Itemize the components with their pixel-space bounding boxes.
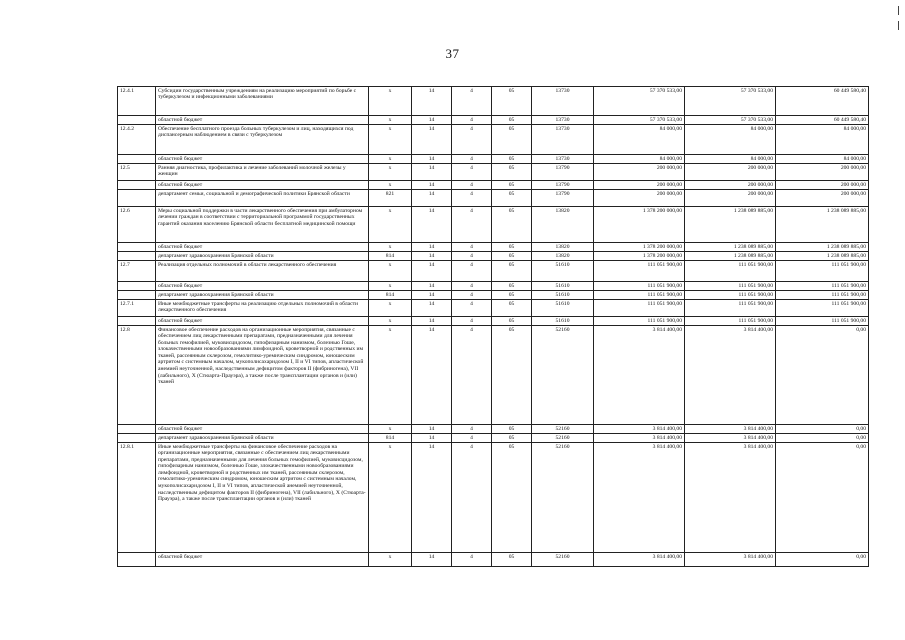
row-name: областной бюджет (156, 116, 369, 125)
row-direction: 51610 (532, 291, 594, 300)
row-amount-1: 111 051 900,00 (594, 300, 685, 317)
row-code (118, 243, 156, 252)
row-item: 05 (492, 291, 532, 300)
table-row (118, 164, 869, 181)
row-amount-1: 3 814 400,00 (594, 326, 685, 425)
row-direction: 13790 (532, 190, 594, 207)
row-admin-code: х (369, 261, 412, 282)
row-direction: 51610 (532, 317, 594, 326)
table-row (118, 443, 869, 553)
table-row (118, 125, 869, 155)
row-amount-3: 111 051 900,00 (776, 261, 869, 282)
row-item: 05 (492, 252, 532, 261)
table-row (118, 243, 869, 252)
row-subprogram: 4 (452, 87, 492, 116)
table-row (118, 190, 869, 207)
table-row (118, 261, 869, 282)
row-subprogram: 4 (452, 425, 492, 434)
row-amount-2: 111 051 900,00 (685, 282, 776, 291)
row-subprogram: 4 (452, 434, 492, 443)
row-amount-2: 3 814 400,00 (685, 425, 776, 434)
row-code (118, 116, 156, 125)
table-row (118, 425, 869, 434)
row-item: 05 (492, 164, 532, 181)
row-admin-code: х (369, 425, 412, 434)
row-amount-3: 0,00 (776, 553, 869, 567)
row-item: 05 (492, 87, 532, 116)
row-item: 05 (492, 181, 532, 190)
row-admin-code: х (369, 116, 412, 125)
row-name: Иные межбюджетные трансферты на реализацию отдельных полномочий в области лекарственного обеспечения (156, 300, 369, 317)
table-row (118, 207, 869, 243)
row-admin-code: х (369, 243, 412, 252)
row-subprogram: 4 (452, 181, 492, 190)
row-amount-2: 3 814 400,00 (685, 326, 776, 425)
row-amount-1: 111 051 900,00 (594, 261, 685, 282)
row-code (118, 252, 156, 261)
row-amount-2: 111 051 900,00 (685, 300, 776, 317)
row-section: 14 (412, 425, 452, 434)
row-item: 05 (492, 207, 532, 243)
row-amount-1: 200 000,00 (594, 164, 685, 181)
row-name: Реализация отдельных полномочий в области лекарственного обеспечения (156, 261, 369, 282)
row-amount-3: 60 449 580,40 (776, 116, 869, 125)
row-section: 14 (412, 443, 452, 553)
row-section: 14 (412, 207, 452, 243)
row-direction: 13820 (532, 252, 594, 261)
row-code: 12.6 (118, 207, 156, 243)
table-row (118, 300, 869, 317)
row-direction: 13730 (532, 155, 594, 164)
row-code: 12.4.1 (118, 87, 156, 116)
row-admin-code: х (369, 553, 412, 567)
row-admin-code: 814 (369, 252, 412, 261)
row-direction: 13820 (532, 243, 594, 252)
row-amount-3: 200 000,00 (776, 181, 869, 190)
row-amount-1: 200 000,00 (594, 190, 685, 207)
row-item: 05 (492, 155, 532, 164)
row-amount-2: 84 000,00 (685, 125, 776, 155)
row-amount-2: 111 051 900,00 (685, 317, 776, 326)
row-subprogram: 4 (452, 116, 492, 125)
row-amount-2: 111 051 900,00 (685, 291, 776, 300)
row-section: 14 (412, 317, 452, 326)
row-subprogram: 4 (452, 155, 492, 164)
row-subprogram: 4 (452, 282, 492, 291)
row-amount-2: 200 000,00 (685, 190, 776, 207)
row-subprogram: 4 (452, 443, 492, 553)
row-amount-2: 3 814 400,00 (685, 553, 776, 567)
row-admin-code: х (369, 125, 412, 155)
row-amount-3: 111 051 900,00 (776, 291, 869, 300)
row-subprogram: 4 (452, 261, 492, 282)
row-section: 14 (412, 300, 452, 317)
row-amount-1: 3 814 400,00 (594, 553, 685, 567)
row-section: 14 (412, 125, 452, 155)
row-amount-3: 1 238 089 885,00 (776, 207, 869, 243)
row-code: 12.4.2 (118, 125, 156, 155)
row-item: 05 (492, 326, 532, 425)
row-name: департамент семьи, социальной и демографической политики Брянской области (156, 190, 369, 207)
row-item: 05 (492, 553, 532, 567)
row-subprogram: 4 (452, 252, 492, 261)
row-code (118, 553, 156, 567)
row-section: 14 (412, 181, 452, 190)
row-subprogram: 4 (452, 300, 492, 317)
row-item: 05 (492, 300, 532, 317)
row-direction: 52160 (532, 553, 594, 567)
budget-table (117, 86, 869, 567)
row-amount-2: 3 814 400,00 (685, 434, 776, 443)
row-code: 12.7 (118, 261, 156, 282)
row-amount-2: 57 370 533,00 (685, 87, 776, 116)
row-admin-code: х (369, 300, 412, 317)
row-subprogram: 4 (452, 326, 492, 425)
row-subprogram: 4 (452, 207, 492, 243)
row-amount-3: 0,00 (776, 326, 869, 425)
table-row (118, 326, 869, 425)
row-amount-3: 200 000,00 (776, 164, 869, 181)
row-section: 14 (412, 116, 452, 125)
row-amount-1: 1 378 200 000,00 (594, 252, 685, 261)
row-direction: 13730 (532, 125, 594, 155)
row-amount-1: 111 051 900,00 (594, 317, 685, 326)
table-row (118, 291, 869, 300)
row-name: Иные межбюджетные трансферты на финансовое обеспечение расходов на организационные мероприятия, связанные с обеспечением лиц лекарственными препаратами, предназначенными для лечения больных гемофилией, муковисцидозом, гипофизарным нанизмом, болезнью Гоше, злокачественными новообразованиями лимфоидной, кроветворной и родственных им тканей, рассеянным склерозом, гемолитико-уремическим синдромом, юношеским артритом с системным началом, мукополисахаридозом I, II и VI типов, апластической анемией неуточненной, наследственным дефицитом факторов II (фибриногена), VII (лабильного), X (Стюарта-Прауэра), а также после трансплантации органов и (или) тканей (156, 443, 369, 553)
row-section: 14 (412, 291, 452, 300)
table-row (118, 282, 869, 291)
row-amount-3: 1 238 089 885,00 (776, 243, 869, 252)
row-name: Финансовое обеспечение расходов на организационные мероприятия, связанные с обеспечением лиц лекарственными препаратами, предназначенными для лечения больных гемофилией, муковисцидозом, гипофизарным нанизмом, болезнью Гоше, злокачественными новообразованиями лимфоидной, кроветворной и родственных им тканей, рассеянным склерозом, гемолитико-уремическим синдромом, юношеским артритом с системным началом, мукополисахаридозом I, II и VI типов, апластической анемией неуточненной, наследственным дефицитом факторов II (фибриногена), VII (лабильного), X (Стюарта-Прауэра), а также после трансплантации органов и (или) тканей (156, 326, 369, 425)
row-amount-1: 84 000,00 (594, 155, 685, 164)
row-item: 05 (492, 125, 532, 155)
row-direction: 13790 (532, 164, 594, 181)
row-admin-code: х (369, 164, 412, 181)
row-amount-3: 60 449 580,40 (776, 87, 869, 116)
row-amount-3: 200 000,00 (776, 190, 869, 207)
row-section: 14 (412, 252, 452, 261)
row-amount-1: 1 378 200 000,00 (594, 243, 685, 252)
row-name: областной бюджет (156, 282, 369, 291)
row-admin-code: х (369, 155, 412, 164)
row-code (118, 190, 156, 207)
row-direction: 52160 (532, 434, 594, 443)
row-subprogram: 4 (452, 291, 492, 300)
row-amount-1: 57 370 533,00 (594, 87, 685, 116)
row-amount-2: 3 814 400,00 (685, 443, 776, 553)
row-name: областной бюджет (156, 155, 369, 164)
row-amount-3: 111 051 900,00 (776, 300, 869, 317)
table-row (118, 317, 869, 326)
row-code (118, 282, 156, 291)
row-admin-code: 814 (369, 291, 412, 300)
page-number: 37 (445, 46, 460, 61)
row-code (118, 317, 156, 326)
row-admin-code: 814 (369, 434, 412, 443)
row-section: 14 (412, 434, 452, 443)
row-amount-2: 1 238 089 885,00 (685, 243, 776, 252)
row-code (118, 181, 156, 190)
row-amount-3: 84 000,00 (776, 125, 869, 155)
row-section: 14 (412, 164, 452, 181)
row-admin-code: х (369, 207, 412, 243)
row-code: 12.7.1 (118, 300, 156, 317)
row-item: 05 (492, 261, 532, 282)
row-amount-1: 1 378 200 000,00 (594, 207, 685, 243)
row-amount-3: 0,00 (776, 443, 869, 553)
row-direction: 13730 (532, 87, 594, 116)
row-section: 14 (412, 261, 452, 282)
row-subprogram: 4 (452, 125, 492, 155)
row-direction: 52160 (532, 425, 594, 434)
row-admin-code: х (369, 87, 412, 116)
table-body (118, 87, 869, 567)
row-item: 05 (492, 116, 532, 125)
table-row (118, 181, 869, 190)
row-item: 05 (492, 443, 532, 553)
row-item: 05 (492, 317, 532, 326)
row-amount-2: 200 000,00 (685, 181, 776, 190)
row-amount-1: 3 814 400,00 (594, 434, 685, 443)
row-amount-2: 84 000,00 (685, 155, 776, 164)
row-name: департамент здравоохранения Брянской области (156, 252, 369, 261)
row-item: 05 (492, 282, 532, 291)
row-admin-code: х (369, 317, 412, 326)
row-code (118, 434, 156, 443)
row-amount-2: 1 238 089 885,00 (685, 207, 776, 243)
table-row (118, 553, 869, 567)
table-row (118, 252, 869, 261)
row-direction: 51610 (532, 282, 594, 291)
row-amount-1: 111 051 900,00 (594, 291, 685, 300)
row-item: 05 (492, 434, 532, 443)
row-subprogram: 4 (452, 190, 492, 207)
row-code: 12.5 (118, 164, 156, 181)
row-code (118, 425, 156, 434)
row-admin-code: х (369, 181, 412, 190)
row-amount-3: 111 051 900,00 (776, 282, 869, 291)
row-direction: 13790 (532, 181, 594, 190)
row-amount-1: 84 000,00 (594, 125, 685, 155)
row-section: 14 (412, 190, 452, 207)
row-admin-code: х (369, 326, 412, 425)
row-amount-3: 0,00 (776, 434, 869, 443)
row-amount-1: 111 051 900,00 (594, 282, 685, 291)
table-row (118, 155, 869, 164)
row-direction: 52160 (532, 326, 594, 425)
row-admin-code: х (369, 282, 412, 291)
row-amount-2: 200 000,00 (685, 164, 776, 181)
row-direction: 13820 (532, 207, 594, 243)
row-amount-3: 111 051 900,00 (776, 317, 869, 326)
row-amount-2: 1 238 089 885,00 (685, 252, 776, 261)
row-subprogram: 4 (452, 553, 492, 567)
row-code (118, 155, 156, 164)
row-direction: 51610 (532, 261, 594, 282)
table-row (118, 116, 869, 125)
row-item: 05 (492, 190, 532, 207)
row-section: 14 (412, 243, 452, 252)
row-section: 14 (412, 155, 452, 164)
table-row (118, 87, 869, 116)
row-section: 14 (412, 87, 452, 116)
row-code: 12.8.1 (118, 443, 156, 553)
row-name: Обеспечение бесплатного проезда больных туберкулезом и лиц, находящихся под диспансерным наблюдением в связи с туберкулезом (156, 125, 369, 155)
row-amount-1: 3 814 400,00 (594, 443, 685, 553)
row-subprogram: 4 (452, 317, 492, 326)
row-name: Субсидии государственным учреждениям на реализацию мероприятий по борьбе с туберкулезом и инфекционными заболеваниями (156, 87, 369, 116)
row-admin-code: 821 (369, 190, 412, 207)
row-name: департамент здравоохранения Брянской области (156, 291, 369, 300)
row-direction: 13730 (532, 116, 594, 125)
row-amount-1: 200 000,00 (594, 181, 685, 190)
row-amount-3: 84 000,00 (776, 155, 869, 164)
row-section: 14 (412, 553, 452, 567)
row-name: областной бюджет (156, 425, 369, 434)
row-name: областной бюджет (156, 553, 369, 567)
row-subprogram: 4 (452, 164, 492, 181)
row-code (118, 291, 156, 300)
row-name: областной бюджет (156, 243, 369, 252)
row-name: Меры социальной поддержки в части лекарственного обеспечения при амбулаторном лечении граждан в соответствии с территориальной программой государственных гарантий оказания населению Брянской области бесплатной медицинской помощи (156, 207, 369, 243)
row-code: 12.8 (118, 326, 156, 425)
row-admin-code: х (369, 443, 412, 553)
row-name: Ранняя диагностика, профилактика и лечение заболеваний молочной железы у женщин (156, 164, 369, 181)
row-subprogram: 4 (452, 243, 492, 252)
row-item: 05 (492, 243, 532, 252)
row-amount-2: 111 051 900,00 (685, 261, 776, 282)
row-direction: 51610 (532, 300, 594, 317)
scan-edge-marks (897, 6, 901, 46)
row-name: областной бюджет (156, 181, 369, 190)
row-amount-3: 1 238 089 885,00 (776, 252, 869, 261)
row-amount-2: 57 370 533,00 (685, 116, 776, 125)
row-name: департамент здравоохранения Брянской области (156, 434, 369, 443)
row-amount-1: 57 370 533,00 (594, 116, 685, 125)
row-section: 14 (412, 282, 452, 291)
row-section: 14 (412, 326, 452, 425)
row-amount-1: 3 814 400,00 (594, 425, 685, 434)
row-direction: 52160 (532, 443, 594, 553)
row-item: 05 (492, 425, 532, 434)
row-amount-3: 0,00 (776, 425, 869, 434)
row-name: областной бюджет (156, 317, 369, 326)
table-row (118, 434, 869, 443)
